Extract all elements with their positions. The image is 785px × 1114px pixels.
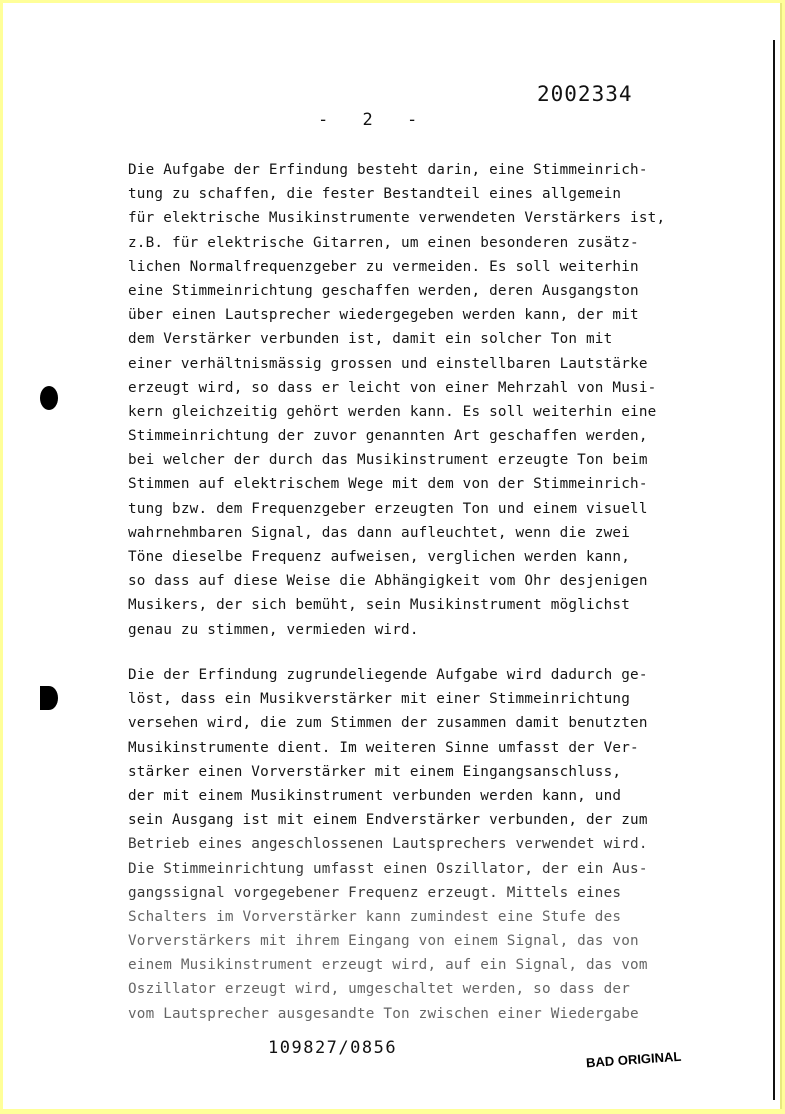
text-line: Die der Erfindung zugrundeliegende Aufgabe wird dadurch ge- xyxy=(128,667,648,683)
text-line: z.B. für elektrische Gitarren, um einen besonderen zusätz- xyxy=(128,234,639,251)
text-line: Oszillator erzeugt wird, umgeschaltet werden, so dass der xyxy=(128,981,631,998)
text-line: tung bzw. dem Frequenzgeber erzeugten Ton und einem visuell xyxy=(128,500,648,517)
paragraph-1 xyxy=(128,158,698,642)
text-line: einem Musikinstrument erzeugt wird, auf ein Signal, das vom xyxy=(128,957,648,974)
text-line: Die Stimmeinrichtung umfasst einen Oszillator, der ein Aus- xyxy=(128,860,648,877)
text-line: der mit einem Musikinstrument verbunden werden kann, und xyxy=(128,787,622,804)
text-line: Musikers, der sich bemüht, sein Musikinstrument möglichst xyxy=(128,597,631,614)
text-line: wahrnehmbaren Signal, das dann aufleuchtet, wenn die zwei xyxy=(128,524,631,541)
bad-original-stamp: BAD ORIGINAL xyxy=(585,1048,682,1071)
text-line: genau zu stimmen, vermieden wird. xyxy=(128,621,419,638)
text-line: löst, dass ein Musikverstärker mit einer Stimmeinrichtung xyxy=(128,691,631,708)
text-line: Vorverstärkers mit ihrem Eingang von einem Signal, das von xyxy=(128,933,639,950)
text-line: tung zu schaffen, die fester Bestandteil eines allgemein xyxy=(128,186,622,203)
text-line: eine Stimmeinrichtung geschaffen werden, deren Ausgangston xyxy=(128,282,639,299)
text-line: Töne dieselbe Frequenz aufweisen, verglichen werden kann, xyxy=(128,549,631,565)
text-line: Die Aufgabe der Erfindung besteht darin, eine Stimmeinrich- xyxy=(128,162,648,178)
scan-edge-line xyxy=(773,40,775,1100)
page-number: - 2 - xyxy=(318,110,430,130)
text-line: so dass auf diese Weise die Abhängigkeit vom Ohr desjenigen xyxy=(128,573,648,590)
footer-code: 109827/0856 xyxy=(268,1038,398,1058)
text-line: einer verhältnismässig grossen und einstellbaren Lautstärke xyxy=(128,355,648,372)
text-line: Schalters im Vorverstärker kann zumindest eine Stufe des xyxy=(128,908,622,925)
text-line: bei welcher der durch das Musikinstrument erzeugte Ton beim xyxy=(128,452,648,469)
punch-hole-mark xyxy=(40,386,58,410)
text-line: über einen Lautsprecher wiedergegeben werden kann, der mit xyxy=(128,307,639,324)
text-line: vom Lautsprecher ausgesandte Ton zwischen einer Wiedergabe xyxy=(128,1005,639,1022)
text-line: sein Ausgang ist mit einem Endverstärker verbunden, der zum xyxy=(128,812,648,829)
text-line: Betrieb eines angeschlossenen Lautsprechers verwendet wird. xyxy=(128,836,648,853)
text-line: erzeugt wird, so dass er leicht von einer Mehrzahl von Musi- xyxy=(128,379,657,396)
document-number: 2002334 xyxy=(537,82,633,106)
text-line: Stimmeinrichtung der zuvor genannten Art geschaffen werden, xyxy=(128,428,648,445)
paragraph-2 xyxy=(128,663,698,1026)
text-line: stärker einen Vorverstärker mit einem Eingangsanschluss, xyxy=(128,763,622,780)
punch-hole-mark xyxy=(40,686,58,710)
text-line: lichen Normalfrequenzgeber zu vermeiden. Es soll weiterhin xyxy=(128,258,639,275)
text-line: versehen wird, die zum Stimmen der zusammen damit benutzten xyxy=(128,715,648,732)
text-line: Stimmen auf elektrischem Wege mit dem von der Stimmeinrich- xyxy=(128,476,648,493)
text-line: gangssignal vorgegebener Frequenz erzeugt. Mittels eines xyxy=(128,884,622,901)
text-line: kern gleichzeitig gehört werden kann. Es soll weiterhin eine xyxy=(128,403,657,420)
text-line: Musikinstrumente dient. Im weiteren Sinne umfasst der Ver- xyxy=(128,739,639,756)
text-line: dem Verstärker verbunden ist, damit ein solcher Ton mit xyxy=(128,331,613,348)
text-line: für elektrische Musikinstrumente verwendeten Verstärkers ist, xyxy=(128,210,666,227)
